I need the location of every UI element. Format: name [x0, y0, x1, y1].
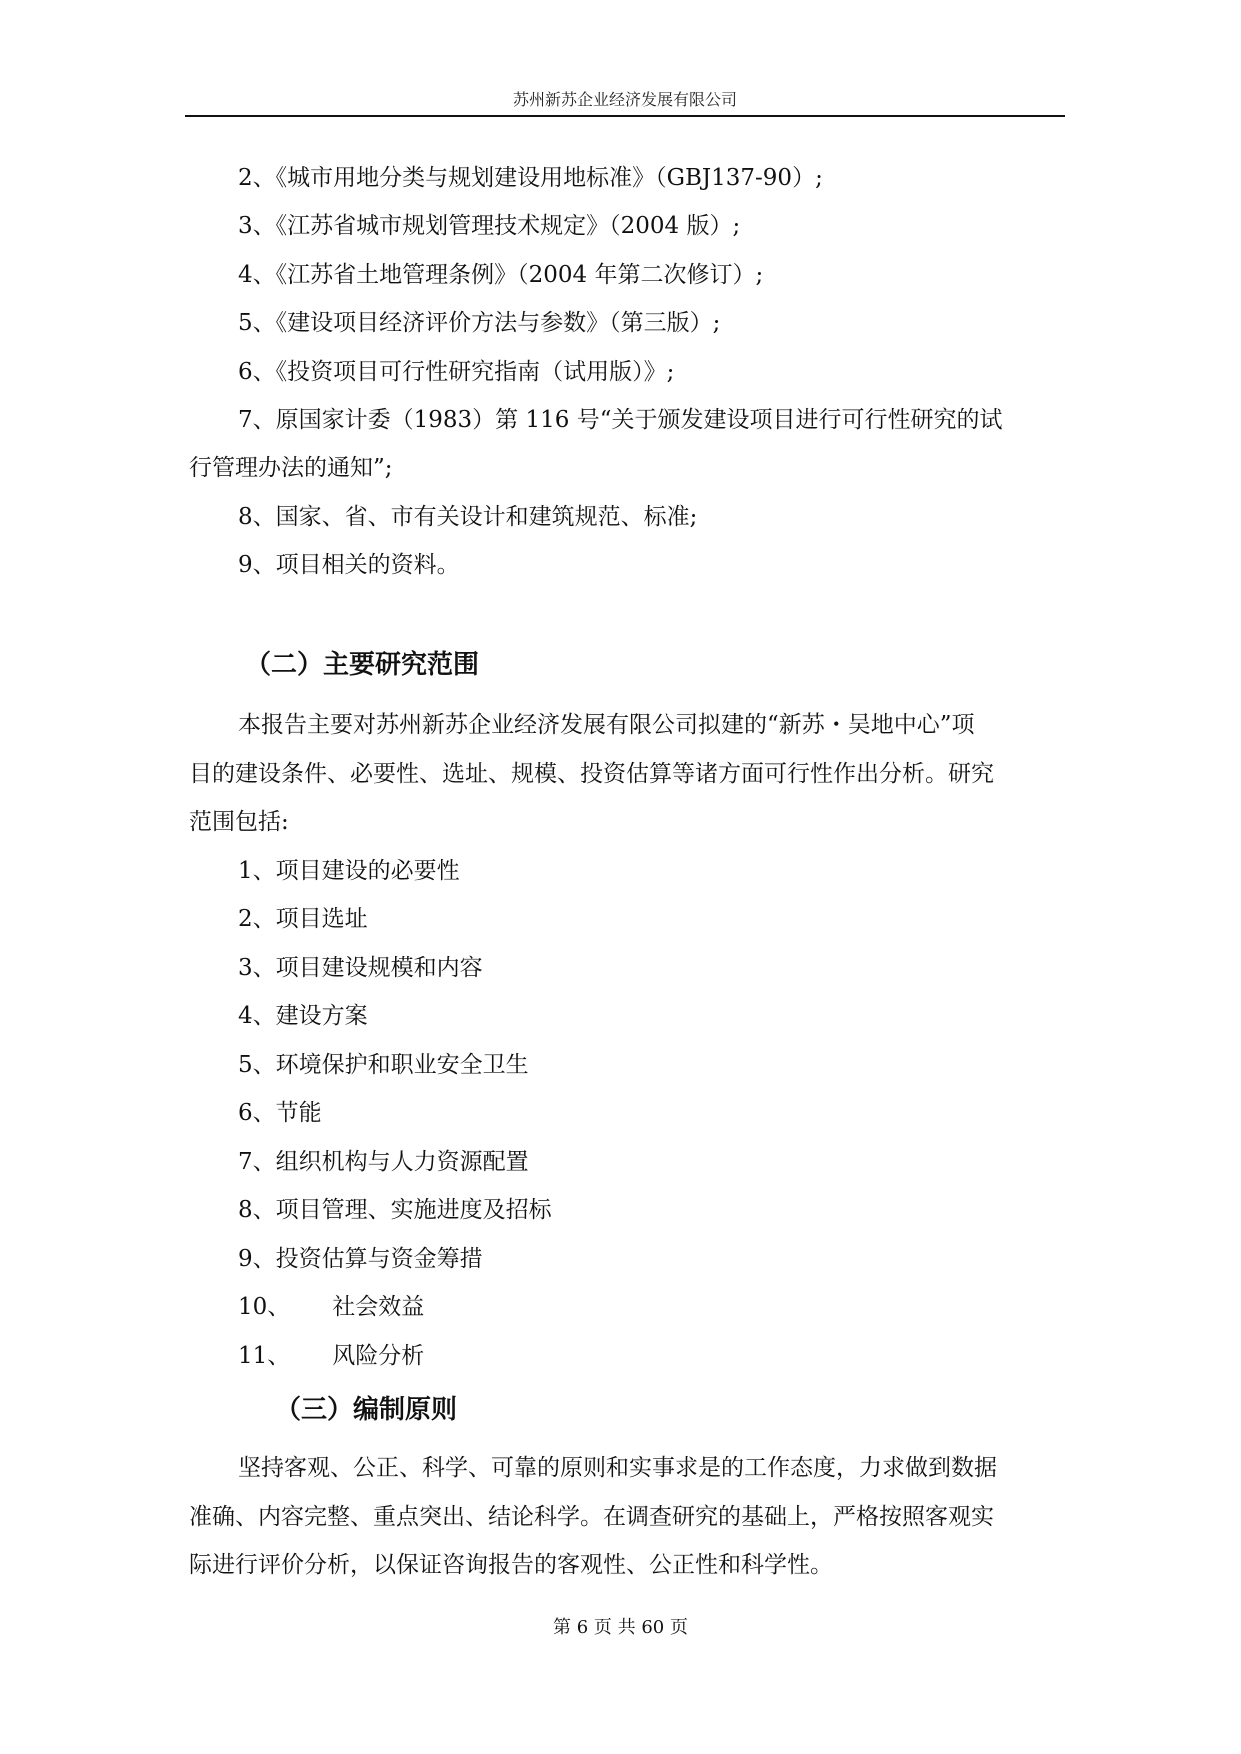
basis-item-7-line2: 行管理办法的通知”;	[189, 455, 393, 481]
basis-item-4: 4、《江苏省土地管理条例》（2004 年第二次修订）;	[238, 262, 764, 288]
page-number-footer: 第 6 页 共 60 页	[553, 1617, 688, 1638]
basis-item-2: 2、《城市用地分类与规划建设用地标准》（GBJ137-90）;	[238, 165, 823, 191]
scope-item-5: 5、环境保护和职业安全卫生	[238, 1052, 529, 1078]
scope-item-10-number: 10、	[238, 1294, 291, 1320]
page-header-company: 苏州新苏企业经济发展有限公司	[512, 90, 737, 109]
scope-item-4: 4、建设方案	[238, 1003, 368, 1029]
section3-line1: 坚持客观、公正、科学、可靠的原则和实事求是的工作态度，力求做到数据	[238, 1455, 997, 1481]
section2-intro-line1: 本报告主要对苏州新苏企业经济发展有限公司拟建的“新苏・吴地中心”项	[238, 712, 975, 738]
basis-item-6: 6、《投资项目可行性研究指南（试用版）》;	[238, 359, 675, 385]
header-rule	[185, 115, 1065, 117]
scope-item-8: 8、项目管理、实施进度及招标	[238, 1197, 552, 1223]
section3-heading: （三）编制原则	[275, 1395, 458, 1425]
scope-item-11	[238, 1341, 424, 1371]
scope-item-7: 7、组织机构与人力资源配置	[238, 1149, 529, 1175]
section2-heading: （二）主要研究范围	[245, 650, 480, 680]
scope-item-3: 3、项目建设规模和内容	[238, 955, 483, 981]
basis-item-3: 3、《江苏省城市规划管理技术规定》（2004 版）;	[238, 213, 741, 239]
scope-item-11-text: 风险分析	[332, 1343, 425, 1369]
basis-item-7-line1: 7、原国家计委（1983）第 116 号“关于颁发建设项目进行可行性研究的试	[238, 407, 1003, 433]
basis-item-5: 5、《建设项目经济评价方法与参数》（第三版）;	[238, 310, 721, 336]
scope-item-10	[238, 1292, 424, 1322]
section2-intro-line2: 目的建设条件、必要性、选址、规模、投资估算等诸方面可行性作出分析。研究	[189, 761, 994, 787]
scope-item-9: 9、投资估算与资金筹措	[238, 1246, 483, 1272]
scope-item-2: 2、项目选址	[238, 906, 368, 932]
section3-line2: 准确、内容完整、重点突出、结论科学。在调查研究的基础上，严格按照客观实	[189, 1504, 994, 1530]
scope-item-10-text: 社会效益	[332, 1294, 425, 1320]
section2-intro-line3: 范围包括:	[189, 809, 289, 835]
scope-item-6: 6、节能	[238, 1100, 322, 1126]
basis-item-8: 8、国家、省、市有关设计和建筑规范、标准;	[238, 504, 698, 530]
section3-line3: 际进行评价分析，以保证咨询报告的客观性、公正性和科学性。	[189, 1552, 833, 1578]
basis-item-9: 9、项目相关的资料。	[238, 552, 460, 578]
scope-item-11-number: 11、	[238, 1343, 291, 1369]
scope-item-1: 1、项目建设的必要性	[238, 858, 460, 884]
